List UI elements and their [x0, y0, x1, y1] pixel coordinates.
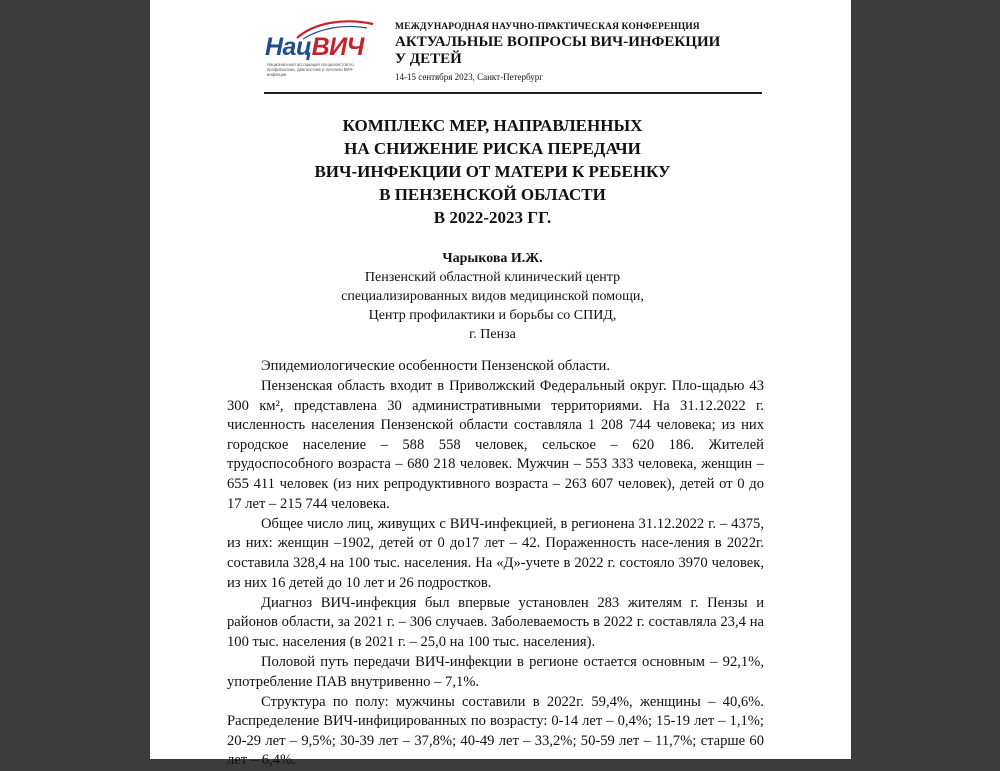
logo-part-2: ВИЧ: [311, 33, 364, 61]
affiliation-line: Центр профилактики и борьбы со СПИД,: [368, 308, 617, 323]
title-line: НА СНИЖЕНИЕ РИСКА ПЕРЕДАЧИ: [344, 139, 641, 158]
body-paragraph: Структура по полу: мужчины составили в 2022г. 59,4%, женщины – 40,6%. Распределение ВИЧ-инфицированных по возрасту: 0-14 лет – 0,4%; 15-19 лет – 1,1%; 20-29 лет – 9,5%; 30-39 лет – 37,8%; 40-49 лет – 33,2%; 50-59 лет – 11,7%; старше 60 лет – 6,4%.: [227, 693, 764, 769]
body-paragraph: Общее число лиц, живущих с ВИЧ-инфекцией, в регионена 31.12.2022 г. – 4375, из них: женщин –1902, детей от 0 до17 лет – 42. Пораженность насе-ления в 2022г. составила 328,4 на 100 тыс. населения. На «Д»-учете в 2022 г. состояло 3970 человек, из них 16 детей до 10 лет и 26 подростков.: [227, 515, 764, 591]
affiliation-line: Пензенский областной клинический центр: [364, 270, 621, 285]
logo-subtitle: Национальная ассоциация специалистов по профилактике, диагностике и лечению ВИЧ-инфекции: [267, 62, 354, 77]
header-divider: [264, 92, 762, 94]
article-title: [250, 114, 735, 229]
conference-header: [395, 22, 720, 82]
nacvich-logo: [265, 18, 375, 80]
affiliation-line: специализированных видов медицинской помощи,: [341, 289, 644, 304]
title-line: ВИЧ-ИНФЕКЦИИ ОТ МАТЕРИ К РЕБЕНКУ: [314, 162, 671, 181]
conference-date: 14-15 сентября 2023, Санкт-Петербург: [395, 72, 543, 82]
body-paragraph: Диагноз ВИЧ-инфекция был впервые установлен 283 жителям г. Пензы и районов области, за 2021 г. – 306 случаев. Заболеваемость в 2022 г. составляла 23,4 на 100 тыс. населения (в 2021 г. – 25,0 на 100 тыс. населения).: [227, 594, 764, 650]
body-paragraph: Эпидемиологические особенности Пензенской области.: [261, 358, 610, 374]
title-line: В 2022-2023 ГГ.: [433, 208, 552, 227]
body-paragraph: Половой путь передачи ВИЧ-инфекции в регионе остается основным – 92,1%, употребление ПАВ внутривенно – 7,1%.: [227, 653, 764, 690]
document-page: [150, 0, 851, 769]
conference-title-line: АКТУАЛЬНЫЕ ВОПРОСЫ ВИЧ-ИНФЕКЦИИ: [395, 34, 721, 50]
affiliation-line: г. Пенза: [469, 327, 516, 342]
title-line: КОМПЛЕКС МЕР, НАПРАВЛЕННЫХ: [342, 116, 643, 135]
title-line: В ПЕНЗЕНСКОЙ ОБЛАСТИ: [379, 185, 606, 204]
author-block: [250, 249, 735, 344]
author-name: Чарыкова И.Ж.: [442, 251, 543, 266]
article-body: [227, 357, 764, 771]
logo-part-1: Нац: [265, 33, 312, 61]
conference-title: [395, 34, 720, 68]
body-paragraph: Пензенская область входит в Приволжский Федеральный округ. Пло-щадью 43 300 км², представлена 30 административными территориями. На 31.12.2022 г. численность населения Пензенской области составляла 1 208 744 человека; из них городское население – 588 558 человек, сельское – 620 186. Жителей трудоспособного возраста – 680 218 человек. Мужчин – 553 333 человека, женщин – 655 411 человек (из них репродуктивного возраста – 263 607 человек), детей от 0 до 17 лет – 215 744 человека.: [227, 378, 764, 512]
conference-type: МЕЖДУНАРОДНАЯ НАУЧНО-ПРАКТИЧЕСКАЯ КОНФЕРЕНЦИЯ: [395, 22, 700, 32]
conference-title-line: У ДЕТЕЙ: [395, 51, 462, 67]
logo-wordmark: [265, 33, 364, 62]
